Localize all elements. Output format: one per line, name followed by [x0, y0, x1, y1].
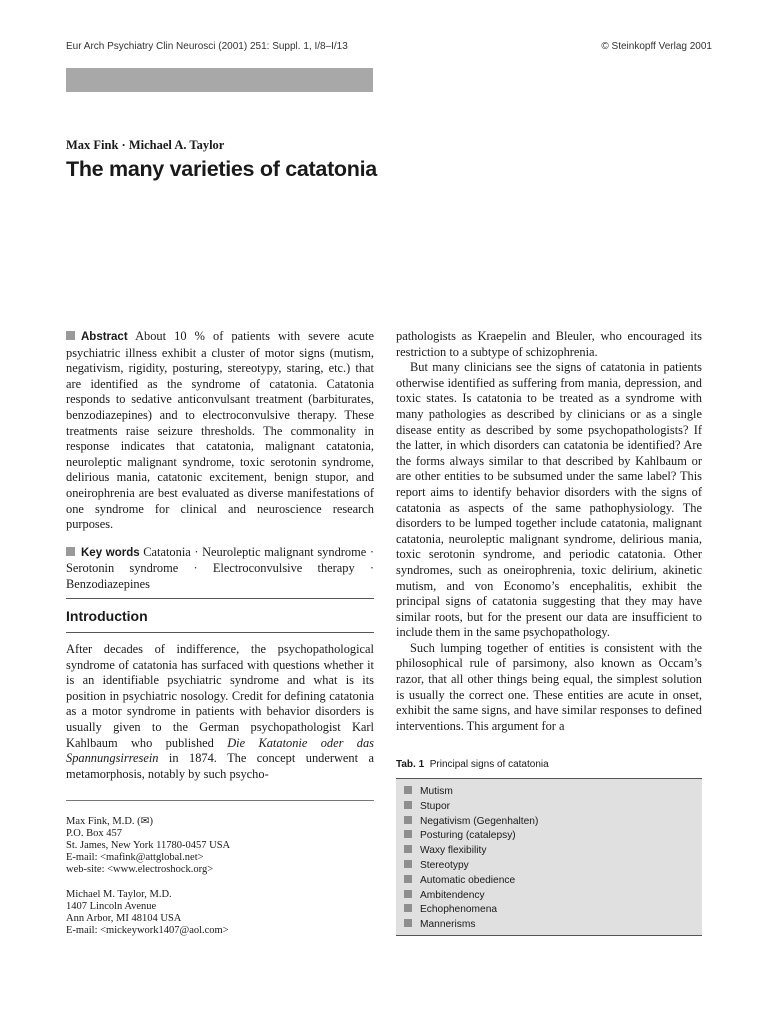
intro-text-cont: in 1874. The concept underwent a metamorphosis, notably by such psycho- — [66, 751, 374, 781]
contact-line: St. James, New York 11780-0457 USA — [66, 840, 231, 851]
list-item — [396, 800, 702, 815]
intro-text: After decades of indifference, the psychopathological syndrome of catatonia has surfaced with questions whether it is an identifiable psychiatric syndrome and what is its position in psychiatric nosology. Credit for defining catatonia as a motor syndrome in patients with behavior disorders is usually given to the German psychopathologist Karl Kahlbaum who published — [66, 642, 374, 750]
square-bullet-icon — [404, 801, 412, 809]
contact-line: 1407 Lincoln Avenue — [66, 901, 157, 912]
keywords-label: Key words — [81, 546, 140, 559]
list-item — [396, 785, 702, 800]
list-item-text: Stupor — [420, 800, 451, 812]
square-bullet-icon — [404, 860, 412, 868]
square-bullet-icon — [66, 331, 75, 340]
copyright-notice: © Steinkopff Verlag 2001 — [601, 41, 712, 52]
list-item — [396, 918, 702, 933]
intro-paragraph-2: But many clinicians see the signs of catatonia in patients otherwise identified as suffering from mania, depression, and toxic states. Is catatonia to be treated as a syndrome with many pathologies as described by clinicians or as a single disease entity as described by some psychopathologists? If the latter, in which disorders can catatonia be identified? Are the forms always similar to that described by Kahlbaum or are other entities to be subsumed under the same label? This report aims to identify behavior disorders with the signs of catatonia as aspects of the same pathophysiology. The disorders to be lumped together include catatonia, malignant catatonia, neuroleptic malignant syndrome, delirious mania, toxic serotonin syndrome, and periodic catatonia. Other syndromes, such as oneirophrenia, toxic delirium, akinetic mutism, and von Economo’s encephalitis, exhibit the principal signs of catatonia suggesting that they may have similar roots, but for the present our data are insufficient to include them in the same psychopathology. — [396, 360, 702, 640]
square-bullet-icon — [404, 816, 412, 824]
introduction-body-right — [396, 329, 702, 734]
table-caption — [396, 759, 549, 770]
contact-line: P.O. Box 457 — [66, 828, 123, 839]
list-item — [396, 844, 702, 859]
book-title: Die Katatonie oder das Spannungsirresein — [66, 735, 374, 766]
square-bullet-icon — [404, 919, 412, 927]
list-item — [396, 874, 702, 889]
keywords-text: Catatonia · Neuroleptic malignant syndrome · Serotonin syndrome · Electroconvulsive therapy · Benzodiazepines — [66, 544, 374, 591]
abstract-text: About 10 % of patients with severe acute psychiatric illness exhibit a cluster of motor signs (mutism, negativism, rigidity, posturing, stereotypy, staring, etc.) that are identified as the syndrome of catatonia. Catatonia responds to sedative anticonvulsant treatment (barbiturates, benzodiazepines) and to electroconvulsive therapy. These treatments raise seizure thresholds. The commonality in response indicates that catatonia, malignant catatonia, neuroleptic malignant syndrome, toxic serotonin syndrome, delirious mania, catatonic excitement, benign stupor, and oneirophrenia are best evaluated as diverse manifestations of one syndrome for clinical and neuroscience research purposes. — [66, 329, 374, 532]
list-item-text: Mutism — [420, 786, 453, 797]
list-item — [396, 859, 702, 874]
list-item — [396, 903, 702, 918]
abstract-paragraph — [66, 329, 374, 533]
list-item-text: Stereotypy — [420, 859, 469, 871]
section-rule-bottom — [66, 632, 374, 633]
section-rule-top — [66, 598, 374, 599]
introduction-heading: Introduction — [66, 608, 148, 624]
abstract-label: Abstract — [81, 331, 128, 343]
keywords-paragraph — [66, 545, 374, 593]
contact-email[interactable]: E-mail: <mafink@attglobal.net> — [66, 852, 204, 863]
square-bullet-icon — [404, 904, 412, 912]
author-line: Max Fink · Michael A. Taylor — [66, 138, 225, 152]
square-bullet-icon — [404, 890, 412, 898]
list-item-text: Negativism (Gegenhalten) — [420, 815, 539, 827]
header-banner — [66, 68, 373, 92]
contact-line: Ann Arbor, MI 48104 USA — [66, 913, 182, 924]
footnote-rule — [66, 800, 374, 801]
contact-line: Max Fink, M.D. (✉) — [66, 816, 153, 827]
table-label: Tab. 1 — [396, 759, 425, 770]
article-title: The many varieties of catatonia — [66, 157, 377, 181]
list-item-text: Posturing (catalepsy) — [420, 830, 516, 842]
contact-line: Michael M. Taylor, M.D. — [66, 889, 172, 900]
square-bullet-icon — [404, 845, 412, 853]
list-item-text: Automatic obedience — [420, 874, 516, 886]
square-bullet-icon — [404, 830, 412, 838]
intro-paragraph-1 — [66, 642, 374, 782]
list-item-text: Ambitendency — [420, 889, 485, 901]
contact-taylor — [66, 889, 229, 937]
journal-reference: Eur Arch Psychiatry Clin Neurosci (2001) 251: Suppl. 1, I/8–I/13 — [66, 41, 348, 52]
contact-fink — [66, 816, 230, 876]
list-item-text: Mannerisms — [420, 919, 476, 931]
abstract-block — [66, 329, 374, 593]
list-item — [396, 889, 702, 904]
table-caption-text: Principal signs of catatonia — [429, 759, 549, 770]
list-item — [396, 815, 702, 830]
contact-website[interactable]: web-site: <www.electroshock.org> — [66, 864, 214, 875]
list-item-text: Echophenomena — [420, 904, 498, 916]
square-bullet-icon — [66, 547, 75, 556]
square-bullet-icon — [404, 786, 412, 794]
list-item-text: Waxy flexibility — [420, 845, 487, 857]
intro-paragraph-3: Such lumping together of entities is consistent with the philosophical rule of parsimony, also known as Occam’s razor, that all other things being equal, the simplest solution is usually the correct one. These entities are acute in onset, exhibit the same signs, and have similar responses to defined interventions. This argument for a — [396, 640, 702, 733]
contact-email[interactable]: E-mail: <mickeywork1407@aol.com> — [66, 925, 229, 936]
introduction-body-left — [66, 642, 374, 782]
square-bullet-icon — [404, 875, 412, 883]
list-item — [396, 829, 702, 844]
table-principal-signs — [396, 778, 702, 936]
intro-paragraph-1-continued: pathologists as Kraepelin and Bleuler, who encouraged its restriction to a subtype of schizophrenia. — [396, 329, 702, 359]
